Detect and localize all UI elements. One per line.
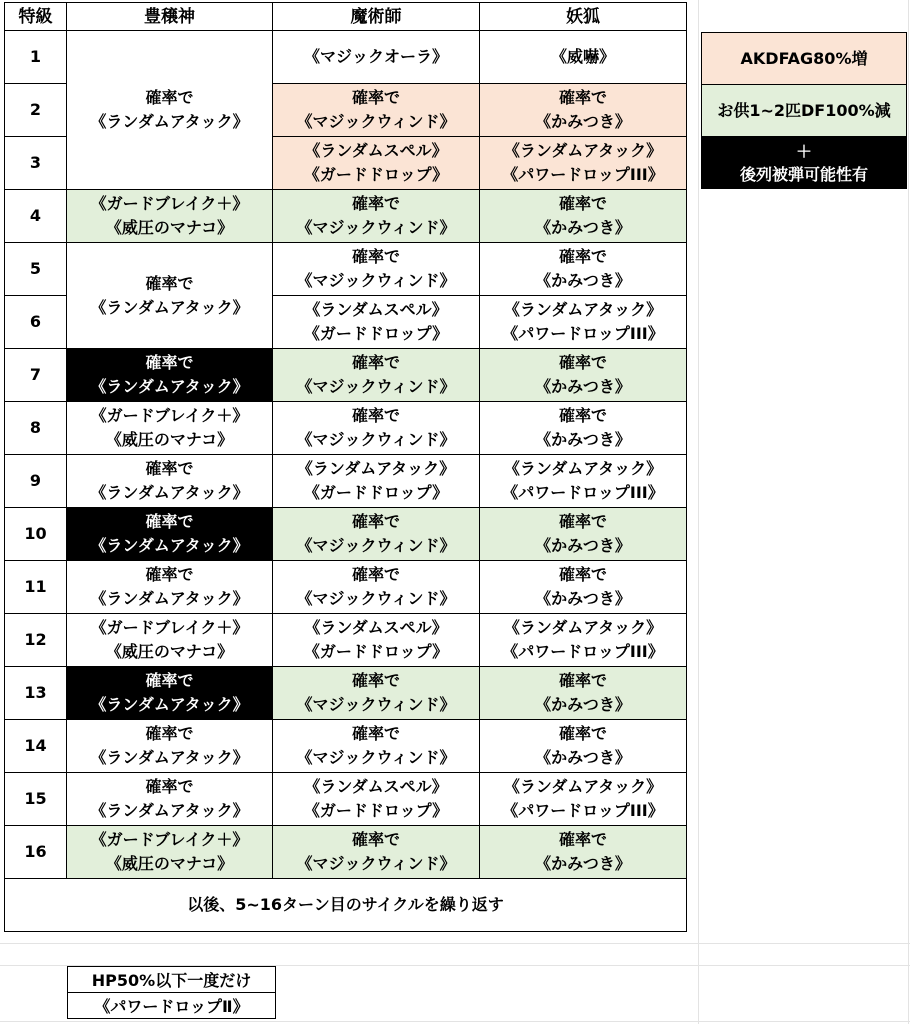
header-toyojin: 豊穣神 bbox=[67, 3, 273, 31]
yoko-cell-line: 《かみつき》 bbox=[535, 536, 631, 555]
turn-number: 3 bbox=[5, 137, 67, 190]
majutsushi-cell-line: 確率で bbox=[351, 406, 400, 425]
majutsushi-cell-line: 《マジックウィンド》 bbox=[296, 695, 456, 714]
toyojin-cell-line: 確率で bbox=[145, 512, 194, 531]
majutsushi-cell-line: 《ガードドロップ》 bbox=[303, 642, 449, 661]
table-row bbox=[5, 561, 687, 614]
yoko-cell-line: 確率で bbox=[558, 194, 607, 213]
toyojin-cell-line: 確率で bbox=[145, 459, 194, 478]
toyojin-cell-line: 確率で bbox=[145, 671, 194, 690]
toyojin-cell bbox=[67, 720, 273, 773]
yoko-cell-line: 確率で bbox=[558, 565, 607, 584]
majutsushi-cell-line: 確率で bbox=[351, 353, 400, 372]
turn-number: 15 bbox=[5, 773, 67, 826]
majutsushi-cell-line: 《マジックウィンド》 bbox=[296, 589, 456, 608]
majutsushi-cell bbox=[273, 455, 480, 508]
turn-number: 16 bbox=[5, 826, 67, 879]
yoko-cell-line: 《ランダムアタック》 bbox=[503, 459, 663, 478]
majutsushi-cell bbox=[273, 826, 480, 879]
majutsushi-cell bbox=[273, 773, 480, 826]
turn-number: 2 bbox=[5, 84, 67, 137]
table-row bbox=[5, 614, 687, 667]
majutsushi-cell-line: 《ガードドロップ》 bbox=[303, 324, 449, 343]
cycle-note: 以後、5~16ターン目のサイクルを繰り返す bbox=[5, 879, 687, 932]
yoko-cell-line: 確率で bbox=[558, 406, 607, 425]
yoko-cell-line: 《かみつき》 bbox=[535, 589, 631, 608]
turn-number: 4 bbox=[5, 190, 67, 243]
yoko-cell bbox=[480, 826, 687, 879]
majutsushi-cell-line: 《マジックウィンド》 bbox=[296, 854, 456, 873]
yoko-cell-line: 《かみつき》 bbox=[535, 695, 631, 714]
toyojin-cell-line: 《威圧のマナコ》 bbox=[105, 642, 234, 661]
yoko-cell bbox=[480, 84, 687, 137]
toyojin-cell-line: 確率で bbox=[145, 565, 194, 584]
header-yoko: 妖狐 bbox=[480, 3, 687, 31]
toyojin-cell bbox=[67, 508, 273, 561]
turn-number: 1 bbox=[5, 31, 67, 84]
table-row bbox=[5, 773, 687, 826]
toyojin-cell-line: 《ランダムアタック》 bbox=[90, 297, 249, 317]
majutsushi-cell bbox=[273, 349, 480, 402]
yoko-cell-line: 確率で bbox=[558, 724, 607, 743]
toyojin-cell-line: 《ランダムアタック》 bbox=[90, 695, 249, 714]
toyojin-cell-line: 《威圧のマナコ》 bbox=[105, 430, 234, 449]
majutsushi-cell-line: 《ガードドロップ》 bbox=[303, 801, 449, 820]
majutsushi-cell bbox=[273, 31, 480, 84]
footer-row bbox=[5, 879, 687, 932]
majutsushi-cell-line: 《マジックウィンド》 bbox=[296, 430, 456, 449]
toyojin-cell-line: 《威圧のマナコ》 bbox=[105, 854, 234, 873]
table-row bbox=[5, 455, 687, 508]
majutsushi-cell bbox=[273, 243, 480, 296]
majutsushi-cell bbox=[273, 720, 480, 773]
toyojin-cell-line: 《ランダムアタック》 bbox=[90, 536, 249, 555]
table-row bbox=[5, 349, 687, 402]
majutsushi-cell-line: 《ランダムスペル》 bbox=[304, 618, 448, 637]
yoko-cell-line: 《かみつき》 bbox=[535, 430, 631, 449]
toyojin-cell-line: 《ガードブレイク＋》 bbox=[90, 406, 249, 425]
header-turn: 特級 bbox=[5, 3, 67, 31]
turn-number: 5 bbox=[5, 243, 67, 296]
table-row bbox=[5, 31, 687, 84]
toyojin-cell bbox=[67, 614, 273, 667]
yoko-cell bbox=[480, 402, 687, 455]
hp-note-condition: HP50%以下一度だけ bbox=[68, 967, 276, 993]
yoko-cell-line: 《威嚇》 bbox=[550, 47, 615, 66]
toyojin-cell-line: 《ランダムアタック》 bbox=[90, 801, 249, 820]
majutsushi-cell bbox=[273, 508, 480, 561]
yoko-cell bbox=[480, 296, 687, 349]
header-row bbox=[5, 3, 687, 31]
majutsushi-cell-line: 《ランダムアタック》 bbox=[296, 459, 456, 478]
majutsushi-cell-line: 《マジックオーラ》 bbox=[303, 47, 448, 66]
majutsushi-cell-line: 確率で bbox=[351, 565, 400, 584]
majutsushi-cell bbox=[273, 402, 480, 455]
table-row bbox=[5, 190, 687, 243]
yoko-cell-line: 《パワードロップIII》 bbox=[502, 165, 664, 184]
yoko-cell-line: 《かみつき》 bbox=[535, 271, 631, 290]
yoko-cell-line: 《かみつき》 bbox=[535, 112, 631, 131]
toyojin-cell bbox=[67, 243, 273, 349]
majutsushi-cell-line: 確率で bbox=[351, 194, 400, 213]
toyojin-cell-line: 《威圧のマナコ》 bbox=[105, 218, 234, 237]
yoko-cell bbox=[480, 349, 687, 402]
yoko-cell bbox=[480, 137, 687, 190]
toyojin-cell-line: 《ランダムアタック》 bbox=[90, 112, 249, 131]
yoko-cell-line: 《パワードロップIII》 bbox=[502, 801, 664, 820]
table-row bbox=[5, 243, 687, 296]
turn-number: 13 bbox=[5, 667, 67, 720]
majutsushi-cell-line: 確率で bbox=[351, 247, 400, 266]
toyojin-cell bbox=[67, 402, 273, 455]
turn-number: 12 bbox=[5, 614, 67, 667]
toyojin-cell-line: 《ランダムアタック》 bbox=[90, 377, 249, 396]
yoko-cell-line: 確率で bbox=[558, 88, 607, 107]
yoko-cell bbox=[480, 508, 687, 561]
table-row bbox=[5, 667, 687, 720]
toyojin-cell-line: 《ガードブレイク＋》 bbox=[90, 618, 249, 637]
yoko-cell-line: 確率で bbox=[558, 353, 607, 372]
majutsushi-cell bbox=[273, 84, 480, 137]
yoko-cell-line: 《かみつき》 bbox=[535, 748, 631, 767]
header-majutsushi: 魔術師 bbox=[273, 3, 480, 31]
legend-black bbox=[702, 137, 907, 189]
yoko-cell-line: 《ランダムアタック》 bbox=[503, 777, 663, 796]
turn-number: 8 bbox=[5, 402, 67, 455]
majutsushi-cell-line: 確率で bbox=[351, 512, 400, 531]
toyojin-cell-line: 確率で bbox=[145, 777, 194, 796]
legend-black-line1: ＋ bbox=[795, 141, 812, 161]
attack-pattern-table bbox=[4, 2, 687, 932]
toyojin-cell bbox=[67, 826, 273, 879]
yoko-cell-line: 《パワードロップIII》 bbox=[502, 642, 664, 661]
turn-number: 7 bbox=[5, 349, 67, 402]
majutsushi-cell-line: 確率で bbox=[351, 830, 400, 849]
majutsushi-cell-line: 《ランダムスペル》 bbox=[304, 300, 448, 319]
toyojin-cell-line: 《ランダムアタック》 bbox=[90, 748, 249, 767]
majutsushi-cell-line: 確率で bbox=[351, 724, 400, 743]
hp-note-skill: 《パワードロップⅡ》 bbox=[68, 993, 276, 1019]
color-legend bbox=[701, 32, 907, 189]
table-row bbox=[5, 402, 687, 455]
yoko-cell bbox=[480, 31, 687, 84]
yoko-cell-line: 確率で bbox=[558, 830, 607, 849]
table-row bbox=[5, 508, 687, 561]
yoko-cell-line: 《パワードロップIII》 bbox=[502, 483, 664, 502]
turn-number: 10 bbox=[5, 508, 67, 561]
yoko-cell-line: 《かみつき》 bbox=[535, 218, 631, 237]
toyojin-cell bbox=[67, 455, 273, 508]
majutsushi-cell-line: 《ガードドロップ》 bbox=[303, 165, 449, 184]
majutsushi-cell bbox=[273, 561, 480, 614]
majutsushi-cell-line: 《マジックウィンド》 bbox=[296, 112, 456, 131]
legend-green: お供1~2匹DF100%減 bbox=[702, 85, 907, 137]
majutsushi-cell bbox=[273, 190, 480, 243]
turn-number: 14 bbox=[5, 720, 67, 773]
toyojin-cell bbox=[67, 349, 273, 402]
toyojin-cell-line: 確率で bbox=[145, 353, 194, 372]
toyojin-cell-line: 《ガードブレイク＋》 bbox=[90, 830, 249, 849]
majutsushi-cell-line: 《マジックウィンド》 bbox=[296, 377, 456, 396]
legend-peach: AKDFAG80%増 bbox=[702, 33, 907, 85]
legend-black-line2: 後列被弾可能性有 bbox=[739, 164, 868, 184]
majutsushi-cell-line: 《ガードドロップ》 bbox=[303, 483, 449, 502]
table-row bbox=[5, 826, 687, 879]
toyojin-cell bbox=[67, 773, 273, 826]
hp-threshold-note bbox=[67, 966, 276, 1019]
toyojin-cell bbox=[67, 190, 273, 243]
yoko-cell-line: 《ランダムアタック》 bbox=[503, 300, 663, 319]
turn-number: 6 bbox=[5, 296, 67, 349]
majutsushi-cell-line: 《ランダムスペル》 bbox=[304, 141, 448, 160]
yoko-cell-line: 《パワードロップIII》 bbox=[502, 324, 664, 343]
yoko-cell-line: 確率で bbox=[558, 671, 607, 690]
yoko-cell-line: 《ランダムアタック》 bbox=[503, 141, 663, 160]
yoko-cell bbox=[480, 614, 687, 667]
yoko-cell bbox=[480, 561, 687, 614]
toyojin-cell-line: 確率で bbox=[145, 273, 194, 293]
toyojin-cell-line: 《ランダムアタック》 bbox=[90, 589, 249, 608]
yoko-cell-line: 確率で bbox=[558, 247, 607, 266]
toyojin-cell-line: 《ランダムアタック》 bbox=[90, 483, 249, 502]
yoko-cell-line: 確率で bbox=[558, 512, 607, 531]
yoko-cell bbox=[480, 455, 687, 508]
toyojin-cell-line: 《ガードブレイク＋》 bbox=[90, 194, 249, 213]
majutsushi-cell-line: 確率で bbox=[351, 671, 400, 690]
yoko-cell bbox=[480, 773, 687, 826]
majutsushi-cell-line: 《マジックウィンド》 bbox=[296, 536, 456, 555]
toyojin-cell-line: 確率で bbox=[145, 88, 194, 107]
yoko-cell bbox=[480, 190, 687, 243]
yoko-cell-line: 《ランダムアタック》 bbox=[503, 618, 663, 637]
yoko-cell bbox=[480, 243, 687, 296]
majutsushi-cell-line: 《マジックウィンド》 bbox=[296, 748, 456, 767]
turn-number: 11 bbox=[5, 561, 67, 614]
yoko-cell bbox=[480, 667, 687, 720]
majutsushi-cell bbox=[273, 296, 480, 349]
majutsushi-cell bbox=[273, 667, 480, 720]
majutsushi-cell bbox=[273, 614, 480, 667]
majutsushi-cell-line: 確率で bbox=[351, 88, 400, 107]
majutsushi-cell-line: 《マジックウィンド》 bbox=[296, 271, 456, 290]
table-row bbox=[5, 720, 687, 773]
turn-number: 9 bbox=[5, 455, 67, 508]
toyojin-cell bbox=[67, 667, 273, 720]
yoko-cell bbox=[480, 720, 687, 773]
yoko-cell-line: 《かみつき》 bbox=[535, 854, 631, 873]
toyojin-cell bbox=[67, 31, 273, 190]
toyojin-cell-line: 確率で bbox=[145, 724, 194, 743]
majutsushi-cell-line: 《ランダムスペル》 bbox=[304, 777, 448, 796]
yoko-cell-line: 《かみつき》 bbox=[535, 377, 631, 396]
majutsushi-cell-line: 《マジックウィンド》 bbox=[296, 218, 456, 237]
majutsushi-cell bbox=[273, 137, 480, 190]
toyojin-cell bbox=[67, 561, 273, 614]
